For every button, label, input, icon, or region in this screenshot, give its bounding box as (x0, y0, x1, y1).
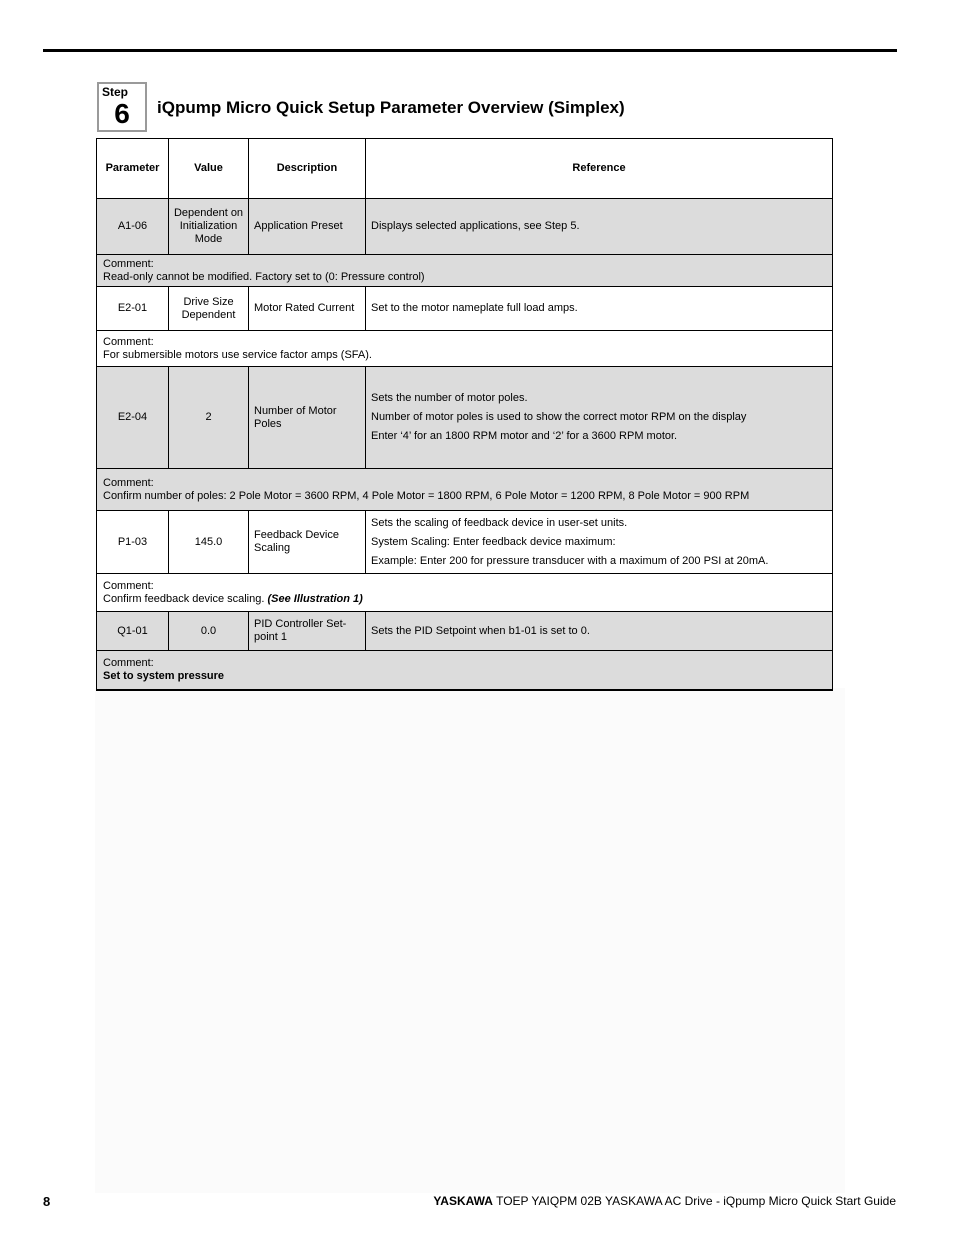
table-row (97, 287, 833, 331)
description-cell: Application Preset (249, 199, 366, 255)
comment-text: For submersible motors use service factor amps (SFA). (103, 348, 372, 361)
reference-line: Sets the number of motor poles. (371, 392, 528, 404)
comment-row (97, 469, 833, 511)
reference-line: Enter ‘4’ for an 1800 RPM motor and ‘2’ for a 3600 RPM motor. (371, 430, 678, 442)
comment-label: Comment: (103, 656, 154, 669)
background-panel (95, 688, 845, 1193)
reference-cell (366, 199, 833, 255)
footer-title: TOEP YAIQPM 02B YASKAWA AC Drive - iQpump Micro Quick Start Guide (496, 1194, 896, 1208)
comment-label: Comment: (103, 579, 154, 592)
table-row (97, 511, 833, 574)
value-cell: 0.0 (169, 612, 249, 651)
step-label: Step (102, 85, 129, 99)
reference-line: System Scaling: Enter feedback device maximum: (371, 535, 616, 548)
comment-cell (97, 255, 833, 287)
reference-line: Displays selected applications, see Step 5. (371, 220, 580, 232)
header-reference: Reference (366, 139, 833, 199)
comment-label: Comment: (103, 476, 154, 489)
page-number: 8 (43, 1194, 51, 1209)
reference-cell (366, 367, 833, 469)
reference-cell (366, 511, 833, 574)
comment-row (97, 255, 833, 287)
parameter-cell: E2-01 (97, 287, 169, 331)
comment-text: Confirm feedback device scaling. (103, 592, 265, 605)
comment-text: Read-only cannot be modified. Factory set to (0: Pressure control) (103, 270, 425, 283)
comment-label: Comment: (103, 335, 154, 348)
value-cell: 145.0 (169, 511, 249, 574)
description-cell: Number of Motor Poles (249, 367, 366, 469)
parameter-cell: E2-04 (97, 367, 169, 469)
comment-label: Comment: (103, 257, 154, 270)
header-parameter: Parameter (97, 139, 169, 199)
comment-row (97, 331, 833, 367)
parameter-cell: P1-03 (97, 511, 169, 574)
value-cell: Dependent on Initialization Mode (169, 199, 249, 255)
comment-cell (97, 651, 833, 690)
header-description: Description (249, 139, 366, 199)
comment-row (97, 574, 833, 612)
parameter-cell: Q1-01 (97, 612, 169, 651)
step-badge (97, 82, 147, 132)
comment-cell (97, 574, 833, 612)
comment-text: Confirm number of poles: 2 Pole Motor = 3600 RPM, 4 Pole Motor = 1800 RPM, 6 Pole Motor = 1200 RPM, 8 Pole Motor = 900 RPM (103, 489, 750, 502)
reference-line: Number of motor poles is used to show the correct motor RPM on the display (371, 411, 747, 423)
description-cell: PID Controller Set-point 1 (249, 612, 366, 651)
reference-line: Example: Enter 200 for pressure transducer with a maximum of 200 PSI at 20mA. (371, 554, 769, 567)
table-row (97, 612, 833, 651)
top-rule (43, 49, 897, 52)
table-row (97, 199, 833, 255)
value-cell: 2 (169, 367, 249, 469)
footer-text (433, 1194, 896, 1208)
comment-row (97, 651, 833, 690)
parameter-cell: A1-06 (97, 199, 169, 255)
comment-text: Set to system pressure (103, 669, 225, 682)
table-row (97, 367, 833, 469)
reference-line: Sets the scaling of feedback device in user-set units. (371, 516, 628, 529)
table-header-row (97, 139, 833, 199)
parameter-table (96, 138, 833, 691)
header-value: Value (169, 139, 249, 199)
comment-cell (97, 331, 833, 367)
reference-cell (366, 287, 833, 331)
illustration-reference: (See Illustration 1) (267, 592, 363, 605)
page-title: iQpump Micro Quick Setup Parameter Overview (Simplex) (157, 98, 625, 117)
description-cell: Feedback Device Scaling (249, 511, 366, 574)
value-cell: Drive Size Dependent (169, 287, 249, 331)
step-number: 6 (114, 98, 130, 129)
comment-cell (97, 469, 833, 511)
footer-brand: YASKAWA (433, 1194, 493, 1208)
reference-cell (366, 612, 833, 651)
reference-line: Sets the PID Setpoint when b1-01 is set to 0. (371, 624, 590, 637)
comment-line (103, 593, 826, 606)
reference-line: Set to the motor nameplate full load amps. (371, 302, 578, 314)
description-cell: Motor Rated Current (249, 287, 366, 331)
